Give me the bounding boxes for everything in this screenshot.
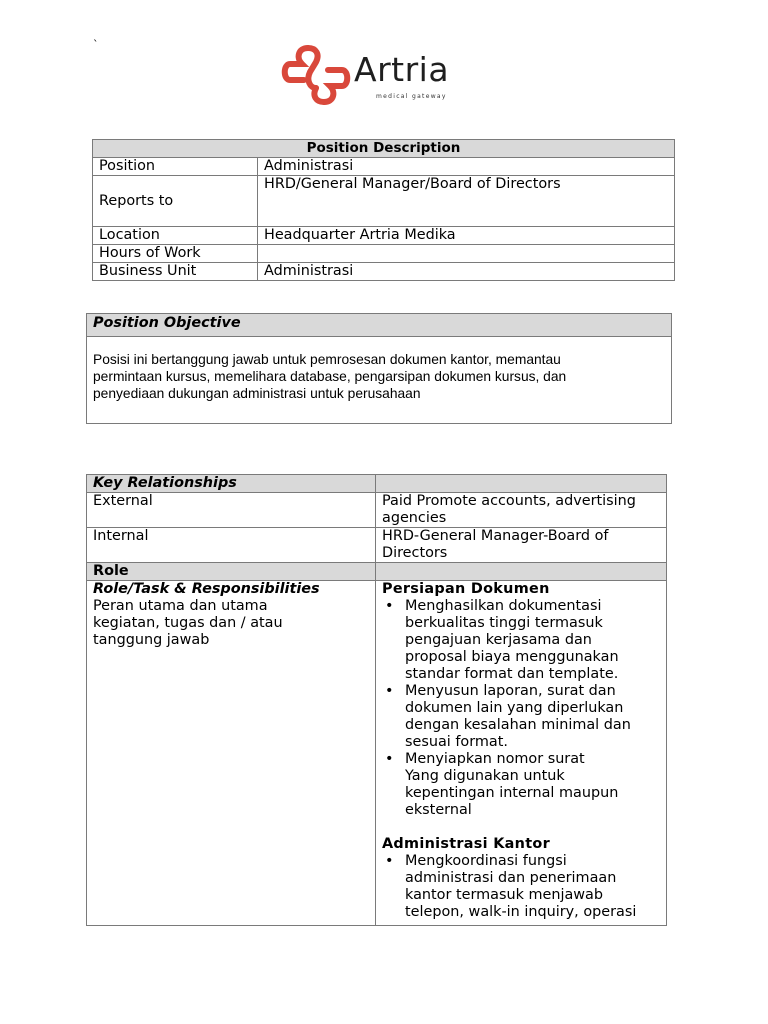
- responsibilities-cell: [376, 581, 667, 926]
- row-value: Headquarter Artria Medika: [258, 227, 675, 245]
- internal-value: [376, 528, 667, 563]
- stray-mark: `: [93, 38, 99, 51]
- external-line: Paid Promote accounts, advertising: [382, 493, 636, 509]
- position-description-title: Position Description: [93, 140, 675, 158]
- section-title: Persiapan Dokumen: [382, 581, 550, 597]
- row-label: Business Unit: [93, 263, 258, 281]
- internal-line: HRD-General Manager-Board of: [382, 528, 609, 544]
- row-value: Administrasi: [258, 263, 675, 281]
- key-relationships-title: Key Relationships: [87, 475, 376, 493]
- table-row: [93, 245, 675, 263]
- table-row: [93, 263, 675, 281]
- key-relationships-header-empty: [376, 475, 667, 493]
- table-row: [93, 227, 675, 245]
- internal-line: Directors: [382, 545, 448, 561]
- row-label: Position: [93, 158, 258, 176]
- objective-line: permintaan kursus, memelihara database, pengarsipan dokumen kursus, dan: [93, 369, 567, 384]
- list-item: • Mengkoordinasi fungsi administrasi dan penerimaan kantor termasuk menjawab telepon, walk-in inquiry, operasi: [382, 853, 660, 921]
- row-label: Location: [93, 227, 258, 245]
- position-objective-box: [86, 313, 672, 424]
- role-desc-line: Peran utama dan utama: [93, 598, 268, 614]
- row-value: Administrasi: [258, 158, 675, 176]
- key-relationships-table: [86, 474, 667, 926]
- external-value: [376, 493, 667, 528]
- internal-label: Internal: [87, 528, 376, 563]
- row-value: [258, 245, 675, 263]
- list-item: • Menyusun laporan, surat dan dokumen lain yang diperlukan dengan kesalahan minimal dan sesuai format.: [382, 683, 660, 751]
- table-row: [93, 158, 675, 176]
- row-label: Reports to: [93, 176, 258, 227]
- table-row: [93, 176, 675, 227]
- position-objective-text: [87, 337, 671, 402]
- logo-tagline: medical gateway: [376, 93, 447, 100]
- objective-line: penyediaan dukungan administrasi untuk perusahaan: [93, 386, 421, 401]
- role-description-cell: [87, 581, 376, 926]
- section-title: Administrasi Kantor: [382, 836, 550, 852]
- position-objective-title: Position Objective: [87, 314, 671, 337]
- responsibilities-list: [382, 853, 660, 921]
- table-row: [87, 528, 667, 563]
- role-desc-line: tanggung jawab: [93, 632, 210, 648]
- artria-cross-icon: [280, 42, 352, 108]
- role-desc-line: kegiatan, tugas dan / atau: [93, 615, 283, 631]
- row-value: HRD/General Manager/Board of Directors: [258, 176, 675, 227]
- row-label: Hours of Work: [93, 245, 258, 263]
- role-title: Role/Task & Responsibilities: [93, 581, 320, 597]
- role-header-empty: [376, 563, 667, 581]
- artria-logo: [280, 42, 470, 108]
- external-label: External: [87, 493, 376, 528]
- logo-wordmark: Artria: [354, 50, 450, 89]
- table-row: [87, 493, 667, 528]
- list-item: • Menghasilkan dokumentasi berkualitas tinggi termasuk pengajuan kerjasama dan proposal biaya menggunakan standar format dan template.: [382, 598, 660, 683]
- responsibilities-list: [382, 598, 660, 819]
- table-row: [87, 581, 667, 926]
- role-header: Role: [87, 563, 376, 581]
- list-item: • Menyiapkan nomor surat Yang digunakan untuk kepentingan internal maupun eksternal: [382, 751, 660, 819]
- objective-line: Posisi ini bertanggung jawab untuk pemrosesan dokumen kantor, memantau: [93, 352, 561, 367]
- position-description-table: [92, 139, 675, 281]
- external-line: agencies: [382, 510, 447, 526]
